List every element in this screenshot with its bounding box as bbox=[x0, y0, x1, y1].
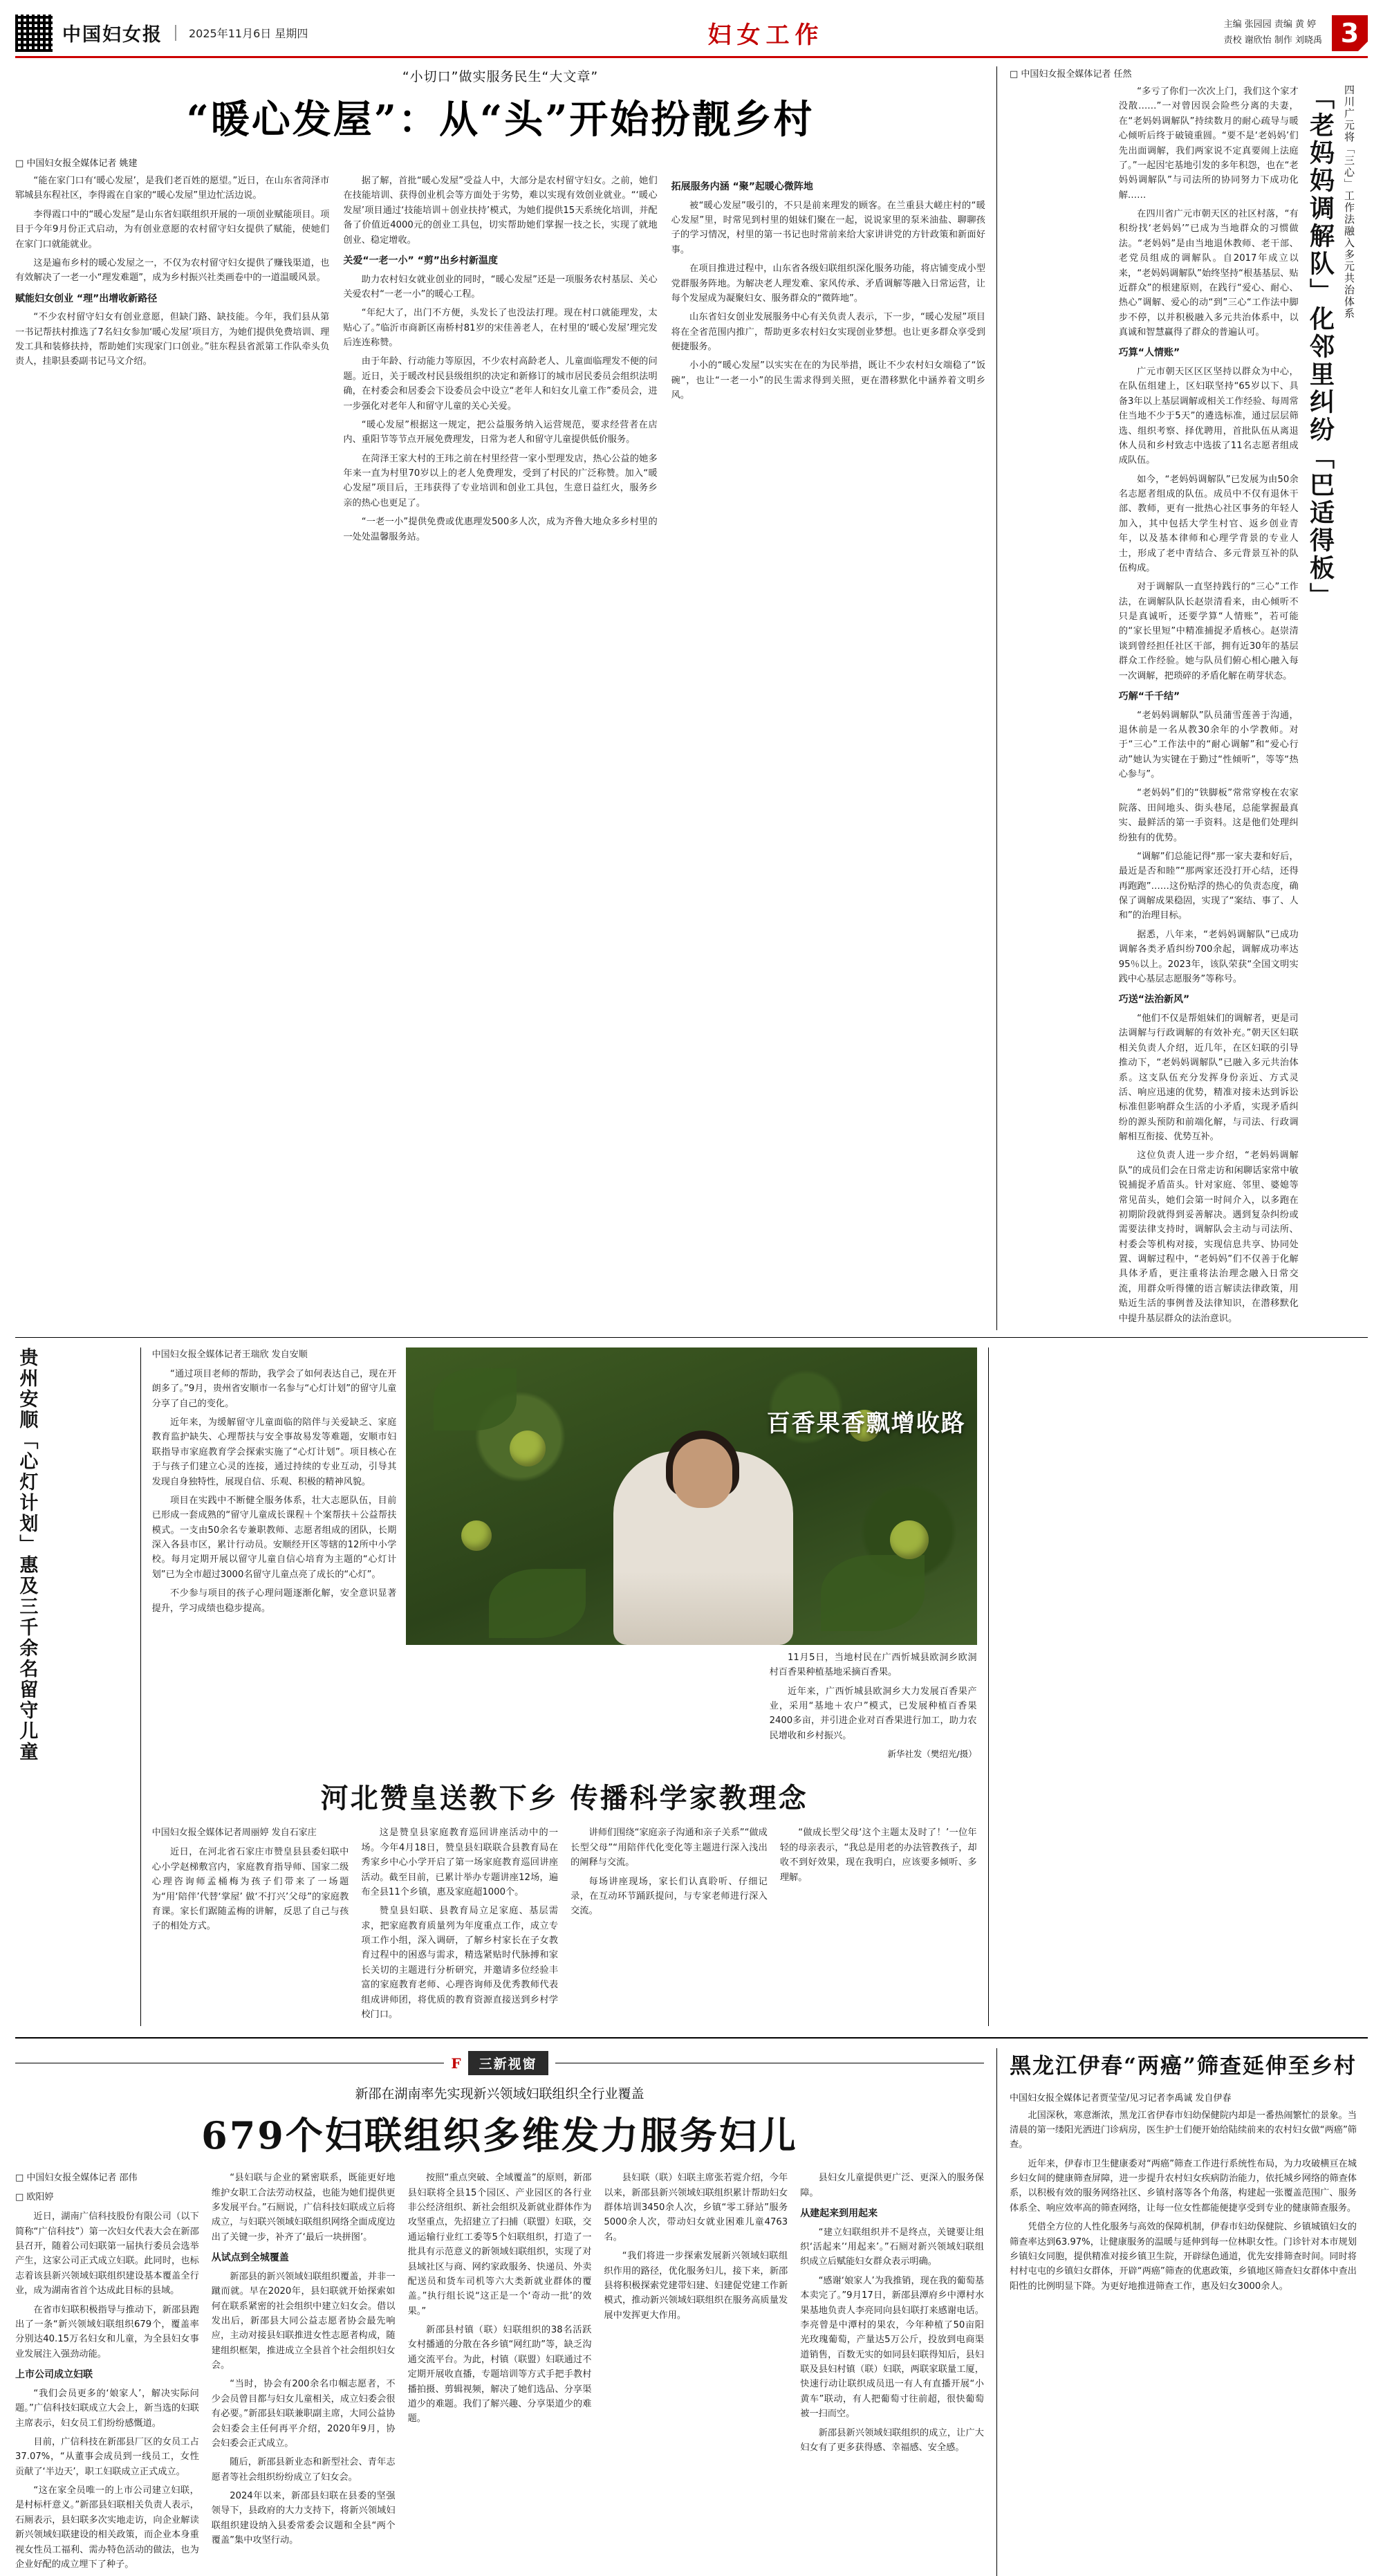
xs-subhead-1: 上市公司成立妇联 bbox=[15, 2369, 93, 2381]
lead-article bbox=[15, 66, 997, 1330]
divider-top bbox=[15, 1337, 1368, 1338]
tr-p5: 对于调解队一直坚持践行的“三心”工作法，在调解队队长赵崇清看来，由心倾听不只是真诚听，还要学算“人情账”，若可能的“家长里短”中精准捕捉矛盾核心。赵崇清谈到曾经担任社区干部，拥有近30年的基层群众工作经验。她与队员们俯心相心融入每一次调解，把琐碎的矛盾化解在萌芽状态。 bbox=[1118, 582, 1299, 681]
photo-overlay-title: 百香果香飘增收路 bbox=[766, 1409, 966, 1437]
lead-byline: □ 中国妇女报全媒体记者 姚建 bbox=[15, 158, 138, 169]
xinshao-byline-2: □ 欧阳婷 bbox=[15, 2192, 54, 2203]
xinshao-byline-1: □ 中国妇女报全媒体记者 邵伟 bbox=[15, 2173, 138, 2184]
top-right-vertical-headline bbox=[1010, 84, 1357, 1330]
lead-p13: 在项目推进过程中，山东省各级妇联组织深化服务功能，将店铺变成小型党群服务阵地。为解决老人理发难、家风传承、矛盾调解等融入日常运营，让每个发屋成为凝聚妇女、服务群众的“微阵地”。 bbox=[671, 264, 985, 304]
zanhuang-headline: 河北赞皇送教下乡 传播科学家教理念 bbox=[320, 1782, 808, 1815]
zh-p3: 赞皇县妇联、县教育局立足家庭、基层需求，把家庭教育质量列为年度重点工作，成立专项工作小组，深入调研，了解乡村家长在子女教育过程中的困惑与需求，精选紧贴时代脉搏和家长关切的主题进行分析研究，并邀请多位经验丰富的家庭教育老师、心理咨询师及优秀教师代表组成讲师团，将优质的教育资源直接送到乡村学校门口。 bbox=[361, 1906, 559, 2020]
lead-p5: 据了解，首批“暖心发屋”受益人中，大部分是农村留守妇女。之前，她们在技能培训、获得创业机会等方面处于劣势，难以实现有效创业就业。“‘暖心发屋’项目通过‘技能培训＋创业扶持’模式，为她们提供15天系统化培训，并配备了价值近4000元的创业工具包，切实帮助她们掌握一技之长，实现了就地创业、稳定增收。 bbox=[343, 176, 658, 246]
top-right-vertical-title: 「老妈妈调解队」化邻里纠纷「巴适得板」 bbox=[1306, 84, 1335, 610]
paper-name: 中国妇女报 bbox=[62, 24, 163, 46]
lead-kicker: “小切口”做实服务民生“大文章” bbox=[402, 69, 599, 84]
anshun-p3: 项目在实践中不断健全服务体系，壮大志愿队伍，目前已形成一套成熟的“留守儿童成长课程＋个案帮扶＋公益帮扶模式。一支由50余名专兼职教师、志愿者组成的团队，长期深入各县市区，累计行动员。安顺经开区等辖的12所中小学校。每月定期开展以留守儿童自信心培育为主题的“心灯计划”已为全市超过3000名留守儿童点亮了成长的“心灯”。 bbox=[151, 1495, 397, 1580]
tr-p11: 这位负责人进一步介绍，“老妈妈调解队”的成员们会在日常走访和闲聊话家常中敏锐捕捉矛盾苗头。针对家庭、邻里、婆媳等常见苗头，她们会第一时间介入，以多跑在初期阶段就得到妥善解决。遇到复杂纠纷或需要法律支持时，调解队会主动与司法所、村委会等机构对接，实现信息共享、协同处置、调解过程中，“老妈妈”们不仅善于化解具体矛盾，更注重将法治理念融入日常交流，用群众听得懂的语言解读法律政策，用贴近生活的事例普及法律知识，在潜移默化中提升基层群众的法治意识。 bbox=[1118, 1150, 1299, 1324]
top-right-article bbox=[997, 66, 1357, 1330]
zanhuang-byline: 中国妇女报全媒体记者周丽婷 发自石家庄 bbox=[151, 1828, 317, 1839]
zanhuang-col-4 bbox=[780, 1825, 977, 2026]
photo-credit: 新华社发（樊绍光/摄） bbox=[887, 1749, 977, 1760]
zanhuang-columns bbox=[152, 1825, 977, 2026]
yichun-body bbox=[1010, 2108, 1357, 2294]
tr-p1: “多亏了你们一次次上门，我们这个家才没散……”一对曾因误会险些分离的夫妻，在“老妈妈调解队”持续数月的耐心疏导与暖心倾听后终于破镜重圆。“要不是‘老妈妈’们先出面调解，我们两家说不定真要闹上法庭了。”一起因宅基地引发的多年积怨，也在“老妈妈调解队”与司法所的协同努力下成功化解…… bbox=[1118, 86, 1299, 201]
section-title-wrap bbox=[308, 16, 1223, 50]
zh-p1: 近日，在河北省石家庄市赞皇县县委妇联中心小学赵梯敷宫内，家庭教育指导师、国家二级心理咨询师孟桶梅为孩子们带来了一场题为“用‘陪伴’代替‘掌屋’ 做‘不打兴’父母”的家庭教育课。家长们踞随孟梅的讲解，反思了自己与孩子的相处方式。 bbox=[151, 1847, 349, 1932]
anshun-byline: 中国妇女报全媒体记者王瑞欣 发自安顺 bbox=[151, 1349, 308, 1360]
publication-date: 2025年11月6日 星期四 bbox=[175, 25, 308, 41]
zanhuang-col-1 bbox=[152, 1825, 349, 2026]
lead-p8: 由于年龄、行动能力等原因，不少农村高龄老人、儿童面临理发不便的问题。近日，关于暖改村民县级组织的决定和新修订的城市居民委员会组织法明确，在村委会和居委会下设委员会中设立“老年人和妇女儿童工作”委员会，进一步强化对老年人和留守儿童的关心关爱。 bbox=[343, 356, 658, 412]
anshun-p4: 不少参与项目的孩子心理问题逐渐化解，安全意识显著提升，学习成绩也稳步提高。 bbox=[151, 1588, 397, 1614]
tr-p3: 广元市朝天区区区坚持以群众为中心，在队伍组建上，区妇联坚持“65岁以下、具备3年以上基层调解或相关工作经验、每周常住当地不少于5天”的遴选标准，通过层层筛选、组织考察、择优聘用，首批队伍从离退休人员和乡村致志中选拔了11名志愿者组成成队伍。 bbox=[1118, 367, 1299, 466]
lead-p9: “暖心发屋”根据这一规定，把公益服务纳入运营规范，要求经营者在店内、重阳节等节点开展免费理发，日常为老人和留守儿童提供低价服务。 bbox=[343, 419, 658, 445]
bottom-section bbox=[15, 2037, 1368, 2576]
zh-p2: 这是赞皇县家庭教育巡回讲座活动中的一场。今年4月18日，赞皇县妇联联合县教育局在秀家乡中心小学开启了第一场家庭教育巡回讲座活动。截至目前，已累计举办专题讲座12场，遍布全县11个乡镇，惠及家庭超1000个。 bbox=[361, 1828, 559, 1897]
xs-p6: “县妇联与企业的紧密联系，既能更好地维护女职工合法劳动权益，也能为她们提供更多发展平台。”石厕说，广信科技妇联成立后将成立，与妇联兴领域妇联组织网络全面成度边出了关键一步，补齐了‘最后一块拼图’。 bbox=[211, 2173, 396, 2243]
yichun-article bbox=[997, 2048, 1357, 2576]
passion-fruit-photo bbox=[406, 1347, 976, 1645]
xinshao-col-4 bbox=[604, 2171, 788, 2576]
masthead bbox=[15, 12, 1368, 58]
zh-p4: 讲师们围绕“家庭亲子沟通和亲子关系”“做成长型父母”“用陪伴代化变化等主题进行深入浅出的阐释与交流。 bbox=[570, 1828, 768, 1868]
photo-caption-block bbox=[770, 1650, 977, 1762]
tr-p9: 据悉，八年来，“老妈妈调解队”已成功调解各类矛盾纠纷700余起，调解成功率达95％以上。2023年，该队荣获“全国文明实践中心基层志愿服务”等称号。 bbox=[1118, 929, 1299, 984]
tr-subhead-3: 巧送“法治新风” bbox=[1118, 994, 1190, 1006]
credits-line-1: 主编 张园园 责编 黄 婷 bbox=[1223, 19, 1317, 30]
xs-subhead-3: 从建起来到用起来 bbox=[800, 2208, 878, 2220]
xs-p17: “建立妇联组织并不是终点，关键要让组织‘活起来’‘用起来’。”石厕对新兴领域妇联组织成立后赋能妇女群众表示明确。 bbox=[800, 2227, 984, 2267]
xs-p3: “我们会员更多的‘娘家人’，解决实际问题。”广信科技妇联成立大会上，新当选的妇联主席表示，妇女员工们纷纷感慨道。 bbox=[15, 2388, 199, 2429]
lead-p6: 助力农村妇女就业创业的同时，“暖心发屋”还是一项服务农村基层、关心关爱农村“一老一小”的暖心工程。 bbox=[343, 274, 658, 300]
editorial-credits bbox=[1224, 17, 1322, 48]
lead-column-2 bbox=[343, 174, 657, 549]
top-right-byline: □ 中国妇女报全媒体记者 任然 bbox=[1010, 69, 1132, 80]
xs-p11: 按照“重点突破、全域覆盖”的原则，新邵县妇联将全县15个园区、产业园区的各行业非公经济组织、新社会组织及新就业群体作为攻坚重点，先招建立了扫捕（联盟）妇联，交通运输行业红工委等5个妇联组织，打造了一批具有示范意义的新领域妇联组织，实现了对县域社区与商、网约家政服务、快递员、外卖配送员和货车司机等六大类新就业群体的覆盖。”执行组长说“这正是一个‘奇动一批’的效果。” bbox=[407, 2173, 592, 2317]
lead-p7: “年纪大了，出门不方便，头发长了也没法打理。现在村口就能理发，太贴心了。”临沂市商新区南桥村81岁的宋佳善老人，在村里的‘暖心发屋’理完发后连连称赞。 bbox=[343, 308, 658, 349]
xs-p5: “这在家全员唯一的上市公司建立妇联，是村标杆意义。”新邵县妇联相关负责人表示，石厕表示，县妇联多次实地走访，向企业解读新兴领域妇联建设的相关政策，而企业本身重视女性员工福利、需办特色活动的做法，也为企业好配的成立埋下了种子。 bbox=[15, 2485, 199, 2570]
credits-line-2: 责校 谢欣怡 制作 刘晓禹 bbox=[1223, 35, 1322, 46]
xs-p16: 县妇女儿童提供更广泛、更深入的服务保障。 bbox=[800, 2173, 984, 2198]
zh-p5: 每场讲座现场，家长们认真聆听、仔细记录，在互动环节踊跃提问，与专家老师进行深入交流。 bbox=[570, 1876, 768, 1917]
page-number: 3 bbox=[1332, 15, 1368, 51]
tr-p4: 如今，“老妈妈调解队”已发展为由50余名志愿者组成的队伍。成员中不仅有退休干部、教师，更有一批热心社区事务的年轻人加入，其中包括大学生村官、返乡创业青年，以及基本律师和心理学背景的专业人士，形成了老中青结合、多元背景互补的队伍构成。 bbox=[1118, 474, 1299, 573]
tag-pill: 三新视窗 bbox=[468, 2051, 548, 2075]
photo-row bbox=[152, 1347, 977, 1645]
qr-code-icon[interactable] bbox=[15, 15, 53, 52]
yichun-byline: 中国妇女报全媒体记者贾莹莹/见习记者李禹诚 发自伊春 bbox=[1010, 2092, 1232, 2104]
lead-p10: 在菏泽王家大村的王玮之前在村里经营一家小型理发店，热心公益的她多年来一直为村里70岁以上的老人免费理发，受到了村民的广泛称赞。加入“暖心发屋”项目后，王玮获得了专业培训和创业工具包，生意日益红火，服务乡亲的热心也更足了。 bbox=[343, 453, 658, 508]
middle-section bbox=[15, 1347, 1368, 2026]
xs-p1: 近日，湖南广信科技股份有限公司（以下简称“广信科技”）第一次妇女代表大会在新邵县召开，随着公司妇联第一届执行委员会选举产生，这家公司正式成立妇联。此同时，也标志着该县新兴领域妇联组织建设基本覆盖全行业，成为湖南省首个达成此目标的县域。 bbox=[15, 2211, 199, 2297]
zanhuang-col-3 bbox=[570, 1825, 768, 2026]
xs-p19: 新邵县新兴领域妇联组织的成立，让广大妇女有了更多获得感、幸福感、安全感。 bbox=[800, 2427, 984, 2453]
section-title: 妇女工作 bbox=[707, 21, 824, 49]
lead-p14: 山东省妇女创业发展服务中心有关负责人表示，下一步，“暖心发屋”项目将在全省范围内推广，帮助更多农村妇女实现创业梦想。也让更多群众享受到便捷服务。 bbox=[671, 312, 985, 353]
lead-p1: “能在家门口有‘暖心发屋’，是我们老百姓的愿望。”近日，在山东省菏泽市郓城县东程社区，李得霞在自家的“暖心发屋”里边忙活边说。 bbox=[15, 176, 330, 201]
tr-subhead-1: 巧算“人情账” bbox=[1118, 347, 1180, 359]
lead-subhead-3: 拓展服务内涵 “聚”起暖心微阵地 bbox=[671, 181, 813, 192]
lead-p4: “不少农村留守妇女有创业意愿，但缺门路、缺技能。今年，我们县从第一书记帮扶村推选了7名妇女参加‘暖心发屋’项目方，为她们提供免费培训、理发工具和装修扶持，帮助她们实现家门口创业。”驻东程县省派第工作队牵头负责人，挂职县委副书记马文介绍。 bbox=[15, 312, 330, 367]
photo-caption-1: 11月5日，当地村民在广西忻城县欧洞乡欧洞村百香果种植基地采摘百香果。 bbox=[769, 1652, 977, 1678]
xs-subhead-2: 从试点到全城覆盖 bbox=[211, 2252, 289, 2264]
tag-letter: F bbox=[451, 2054, 461, 2072]
top-section bbox=[15, 66, 1368, 1330]
xinshao-col-2 bbox=[212, 2171, 396, 2576]
yc-p2: 近年来，伊春市卫生健康委对“两癌”筛查工作进行系统性布局，为力攻破横亘在城乡妇女间的健康筛查屏障，进一步提升农村妇女疾病防治能力，依托城乡网络的筛查体系，以积极有效的服务网络社区、乡镇村落等各个角落，构建起一张覆盖范围广、服务体系全、响应效率高的筛查网络，让每一位女性都能便捷享受到专业的健康筛查服务。 bbox=[1010, 2158, 1357, 2214]
xinshao-columns bbox=[15, 2171, 984, 2576]
lead-headline: “暖心发屋”：从“头”开始扮靓乡村 bbox=[186, 97, 815, 142]
xs-p7: 新邵县的新兴领域妇联组织覆盖，并非一蹴而就。早在2020年，县妇联就开始探索如何在联系紧密的社会组织中建立妇女会。借以发出后，新邵县大同公益志愿者协会最先响应，主动对接县妇联推进女性志愿者构成，随建组织框架，推进成立全县首个社会组织妇女会。 bbox=[211, 2271, 396, 2371]
lead-p12: 被“暖心发屋”吸引的，不只是前来理发的顾客。在兰重县大嵯庄村的“暖心发屋”里，时常见到村里的姐妹们聚在一起，说说家里的泵米油盐、聊聊孩子的学习情况，村里的第一书记也时常前来给大家讲讲党的方针政策和新面好事。 bbox=[671, 200, 985, 255]
middle-right-spacer bbox=[988, 1347, 1368, 2026]
xs-p12: 新邵县村镇（联）妇联组织的38名活跃女村播通的分散在各乡镇“网红助”等，缺乏沟通交流平台。为此，村镇（联盟）妇联通过不定期开展收直播，专题培训等方式手把手教村播拍摄、剪辑视频，解决了她们选品、分享渠道少的难题。我们了解兴趣、分享渠道少的难题。 bbox=[407, 2325, 592, 2425]
xs-p18: “感谢‘娘家人’为我推销，现在我的葡萄基本卖完了。”9月17日，新邵县潭府乡中潭村水果基地负责人李亮同向县妇联打来感谢电话。李亮曾是中潭村的果农，今年种植了50亩阳光玫瑰葡萄，产量达5万公斤，投放到电商渠道销售，百数无实的如同县妇联得知后，县妇联及县妇村镇（联）妇联，两联家联量工厦，快速行动让联织成员迅一有人有直播开展“小黄车”联动，有人把葡萄寸往前超，很快葡萄被一扫而空。 bbox=[800, 2275, 984, 2420]
xs-p13: 县妇联（联）妇联主席张若霓介绍，今年以来，新邵县新兴领域妇联组织累计帮助妇女群体培训3450余人次，乡镇“零工驿站”服务5000余人次，带动妇女就业困难儿童4763名。 bbox=[604, 2173, 788, 2243]
top-right-vertical-sub: 四川广元将「三心」工作法融入多元共治体系 bbox=[1343, 84, 1355, 320]
xs-p10: 2024年以来，新邵县妇联在县委的坚强领导下，县政府的大力支持下，将新兴领域妇联组织建设纳入县委常委会议题和全县“两个覆盖”集中攻坚行动。 bbox=[211, 2491, 396, 2546]
anshun-body bbox=[152, 1347, 397, 1645]
xinshao-col-5 bbox=[800, 2171, 984, 2576]
lead-columns bbox=[15, 174, 985, 549]
xs-p2: 在省市妇联积极指导与推动下，新邵县跑出了一条“新兴领域妇联组织679个，覆盖率分别达40.15万名妇女和儿童，为全县妇女事业发展注入强劲动能。 bbox=[15, 2304, 199, 2359]
xinshao-article bbox=[15, 2048, 997, 2576]
top-right-body bbox=[1119, 84, 1299, 1330]
xs-p9: 随后，新邵县新业态和新型社会、青年志愿者等社会组织纷纷成立了妇女会。 bbox=[211, 2457, 396, 2483]
zanhuang-col-2 bbox=[361, 1825, 558, 2026]
anshun-vertical-headline: 贵州安顺「心灯计划」惠及三千余名留守儿童 bbox=[16, 1347, 38, 1763]
xinshao-col-3 bbox=[408, 2171, 592, 2576]
anshun-p1: “通过项目老师的帮助，我学会了如何表达自己，现在开朗多了。”9月，贵州省安顺市一名参与“心灯计划”的留守儿童分享了自己的变化。 bbox=[151, 1368, 397, 1409]
xinshao-kicker: 新邵在湖南率先实现新兴领域妇联组织全行业覆盖 bbox=[355, 2086, 644, 2102]
photo-feature bbox=[141, 1347, 988, 2026]
zh-p6: “做成长型父母‘这个主题太及时了！’一位年轻的母亲表示，“我总是用老的办法管教孩子，却收不到好效果，现在我明白，应该要多倾听、多理解。 bbox=[779, 1828, 977, 1883]
tr-p2: 在四川省广元市朝天区的社区村落，“有积纷找‘老妈妈’”已成为当地群众的习惯做法。“老妈妈”是由当地退休教师、老干部、老党员组成的调解队。自2017年成立以来，“老妈妈调解队”始终坚持“根基基层、贴近群众”的根建原则，在践行“爱心、耐心、热心”调解、爱心的动“到”三心“工作法中脚步不停，以并积极融入多元共治体系中，以真诚和智慧赢得了群众的普遍认可。 bbox=[1118, 209, 1299, 338]
lead-subhead-1: 赋能妇女创业 “理”出增收新路径 bbox=[15, 293, 158, 304]
tr-p8: “调解”们总能记得“那一家夫妻和好后，最近是否和睦”“那两家还没打开心结，还得再跑跑”……这份贴浮的热心的负责态度，确保了调解成果稳固，实现了“案结、事了、人和”的治理目标。 bbox=[1118, 851, 1299, 921]
yc-p1: 北国深秋，寒意渐浓，黑龙江省伊春市妇幼保健院内却是一番热闹繁忙的景象。当清晨的第一缕阳光洒进门诊病房，医生护士们便开始给陆续前来的农村妇女做“两癌”筛查。 bbox=[1010, 2110, 1357, 2151]
tr-subhead-2: 巧解“千千结” bbox=[1118, 690, 1180, 702]
xs-p8: “当时，协会有200余名巾帼志愿者，不少会员曾目都与妇女儿童相关，成立妇委会很有必要。”新邵县妇联兼职副主席，大同公益协会妇委会主任何再平介绍，2020年9月，协会妇委会正式成立。 bbox=[211, 2379, 396, 2449]
anshun-article bbox=[15, 1347, 141, 2026]
lead-p3: 这是遍布乡村的暖心发屋之一，不仅为农村留守妇女提供了赚钱渠道，也有效解决了一老一小“理发难题”，成为乡村振兴社类画卷中的一道温暖风景。 bbox=[15, 257, 330, 284]
xs-p4: 目前，广信科技在新邵县厂区的女员工占37.07%，“从董事会成员到一线员工，女性贡献了‘半边天’，职工妇联成立正式成立。 bbox=[15, 2436, 199, 2477]
lead-column-3 bbox=[671, 174, 985, 549]
tr-p10: “他们不仅是帮姐妹们的调解者，更是司法调解与行政调解的有效补充。”朝天区妇联相关负责人介绍，近几年，在区妇联的引导推动下，“老妈妈调解队”已融入多元共治体系。这支队伍充分发挥身份亲近、方式灵活、响应迅速的优势，精准对接未达到诉讼标准但影响群众生活的小矛盾，实现矛盾纠纷的源头预防和前端化解，与司法、行政调解相互衔接、优势互补。 bbox=[1118, 1013, 1299, 1143]
lead-p2: 李得霞口中的“暖心发屋”是山东省妇联组织开展的一项创业赋能项目。项目于今年9月份正式启动，为有创业意愿的农村留守妇女提供了赋能，使她们在家门口就能就业。 bbox=[15, 209, 330, 250]
xs-p14: “我们将进一步探索发展新兴领域妇联组织作用的路径，优化服务妇儿，接下来，新邵县将积极探索党建带妇建、妇建促党建工作新模式，推动新兴领域妇联组织在服务高质量发展中发挥更大作用。 bbox=[604, 2251, 788, 2321]
xinshao-col-1 bbox=[15, 2171, 199, 2576]
lead-subhead-2: 关爱“一老一小” “剪”出乡村新温度 bbox=[343, 255, 499, 266]
photo-caption-2: 近年来，广西忻城县欧洞乡大力发展百香果产业，采用“基地＋农户”模式，已发展种植百香果2400多亩，并引进企业对百香果进行加工，助力农民增收和乡村振兴。 bbox=[769, 1686, 977, 1741]
tr-p6: “老妈妈调解队”队员蒲雪莲善于沟通，退休前是一名从教30余年的小学教师。对于“三心”工作法中的“耐心调解”和“爱心行动”她认为实键在于勤过“性倾听”，等等“热心参与”。 bbox=[1118, 710, 1299, 780]
lead-p11: “一老一小”提供免费或优惠理发500多人次，成为齐鲁大地众多乡村里的一处处温馨服务站。 bbox=[343, 517, 658, 542]
section-tag bbox=[15, 2051, 984, 2075]
lead-p15: 小小的“暖心发屋”以实实在在的为民举措，既让不少农村妇女端稳了“饭碗”，也让“一老一小”的民生需求得到关照，更在潜移默化中涵养着文明乡风。 bbox=[671, 360, 985, 401]
anshun-p2: 近年来，为缓解留守儿童面临的陪伴与关爱缺乏、家庭教育监护缺失、心理帮扶与安全事故易发等难题，安顺市妇联指导市家庭教育学会探索实施了“心灯计划”。项目核心在于与孩子们建立心灵的连接，通过持续的专业互动，引导其发现自身独特性，展现自信、乐观、积极的精神风貌。 bbox=[151, 1417, 397, 1487]
lead-column-1 bbox=[15, 174, 329, 549]
tr-p7: “老妈妈”们的“铁脚板”常常穿梭在农家院落、田间地头、街头巷尾，总能掌握最真实、最鲜活的第一手资料。这是他们处理纠纷独有的优势。 bbox=[1118, 788, 1299, 843]
xinshao-headline: 679个妇联组织多维发力服务妇儿 bbox=[201, 2113, 798, 2158]
yc-p3: 凭借全方位的人性化服务与高效的保障机制，伊春市妇幼保健院、乡镇城镇妇女的筛查率达到63.97%，让健康服务的温暖与延伸到每一位林职女性。门诊针对本市规划乡镇妇女同胞，提供精准对接乡镇卫生院，开辟绿色通道，优先安排筛查时间。同时将村村屯屯的乡镇妇女群体，开辟“两癌”筛查的优惠政策，乡镇地区筛查妇女群体中查出阳性的比例明显下降。为更好地推进筛查工作，惠及妇女3000余人。 bbox=[1010, 2222, 1357, 2292]
yichun-headline: 黑龙江伊春“两癌”筛查延伸至乡村 bbox=[1010, 2054, 1357, 2079]
